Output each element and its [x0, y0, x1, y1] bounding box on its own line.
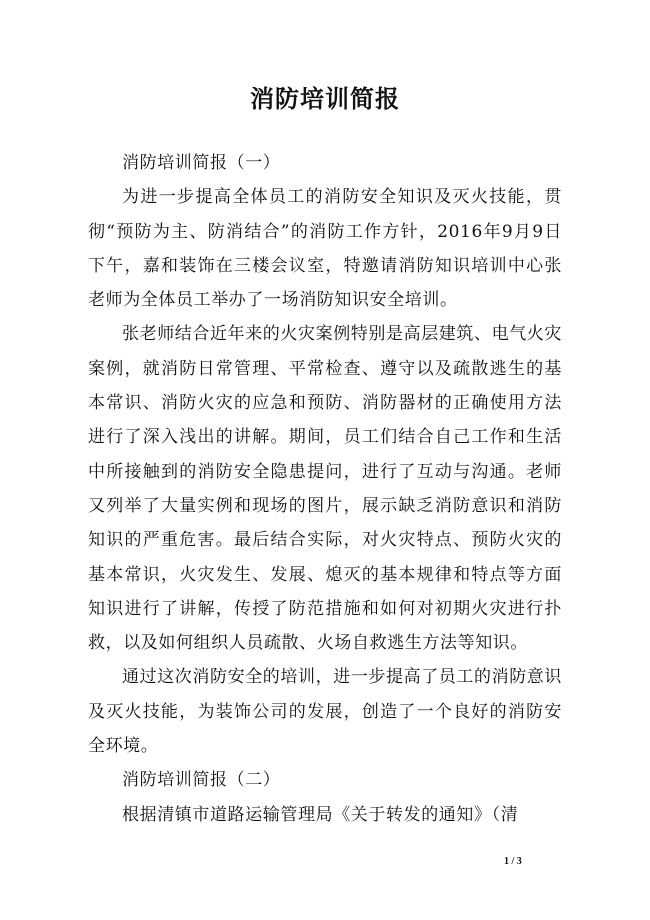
paragraph-4: 根据清镇市道路运输管理局《关于转发的通知》（清 [122, 804, 519, 825]
document-body [88, 146, 562, 832]
paragraph-1: 为进一步提高全体员工的消防安全知识及灭火技能，贯彻“预防为主、防消结合”的消防工作方针，2016年9月9日下午，嘉和装饰在三楼会议室，特邀请消防知识培训中心张老师为全体员工举办了一场消防知识安全培训。 [88, 187, 562, 311]
section-heading-1: 消防培训简报（一） [122, 153, 281, 173]
page-number: 1 / 3 [504, 856, 522, 867]
paragraph-3: 通过这次消防安全的培训，进一步提高了员工的消防意识及灭火技能，为装饰公司的发展，创造了一个良好的消防安全环境。 [88, 667, 562, 757]
paragraph-2: 张老师结合近年来的火灾案例特别是高层建筑、电气火灾案例，就消防日常管理、平常检查、遵守以及疏散逃生的基本常识、消防火灾的应急和预防、消防器材的正确使用方法进行了深入浅出的讲解。期间，员工们结合自己工作和生活中所接触到的消防安全隐患提问，进行了互动与沟通。老师又列举了大量实例和现场的图片，展示缺乏消防意识和消防知识的严重危害。最后结合实际，对火灾特点、预防火灾的基本常识，火灾发生、发展、熄灭的基本规律和特点等方面知识进行了讲解，传授了防范措施和如何对初期火灾进行扑救，以及如何组织人员疏散、火场自救逃生方法等知识。 [88, 324, 562, 654]
document-title: 消防培训简报 [250, 84, 400, 113]
section-heading-2: 消防培训简报（二） [122, 770, 281, 791]
